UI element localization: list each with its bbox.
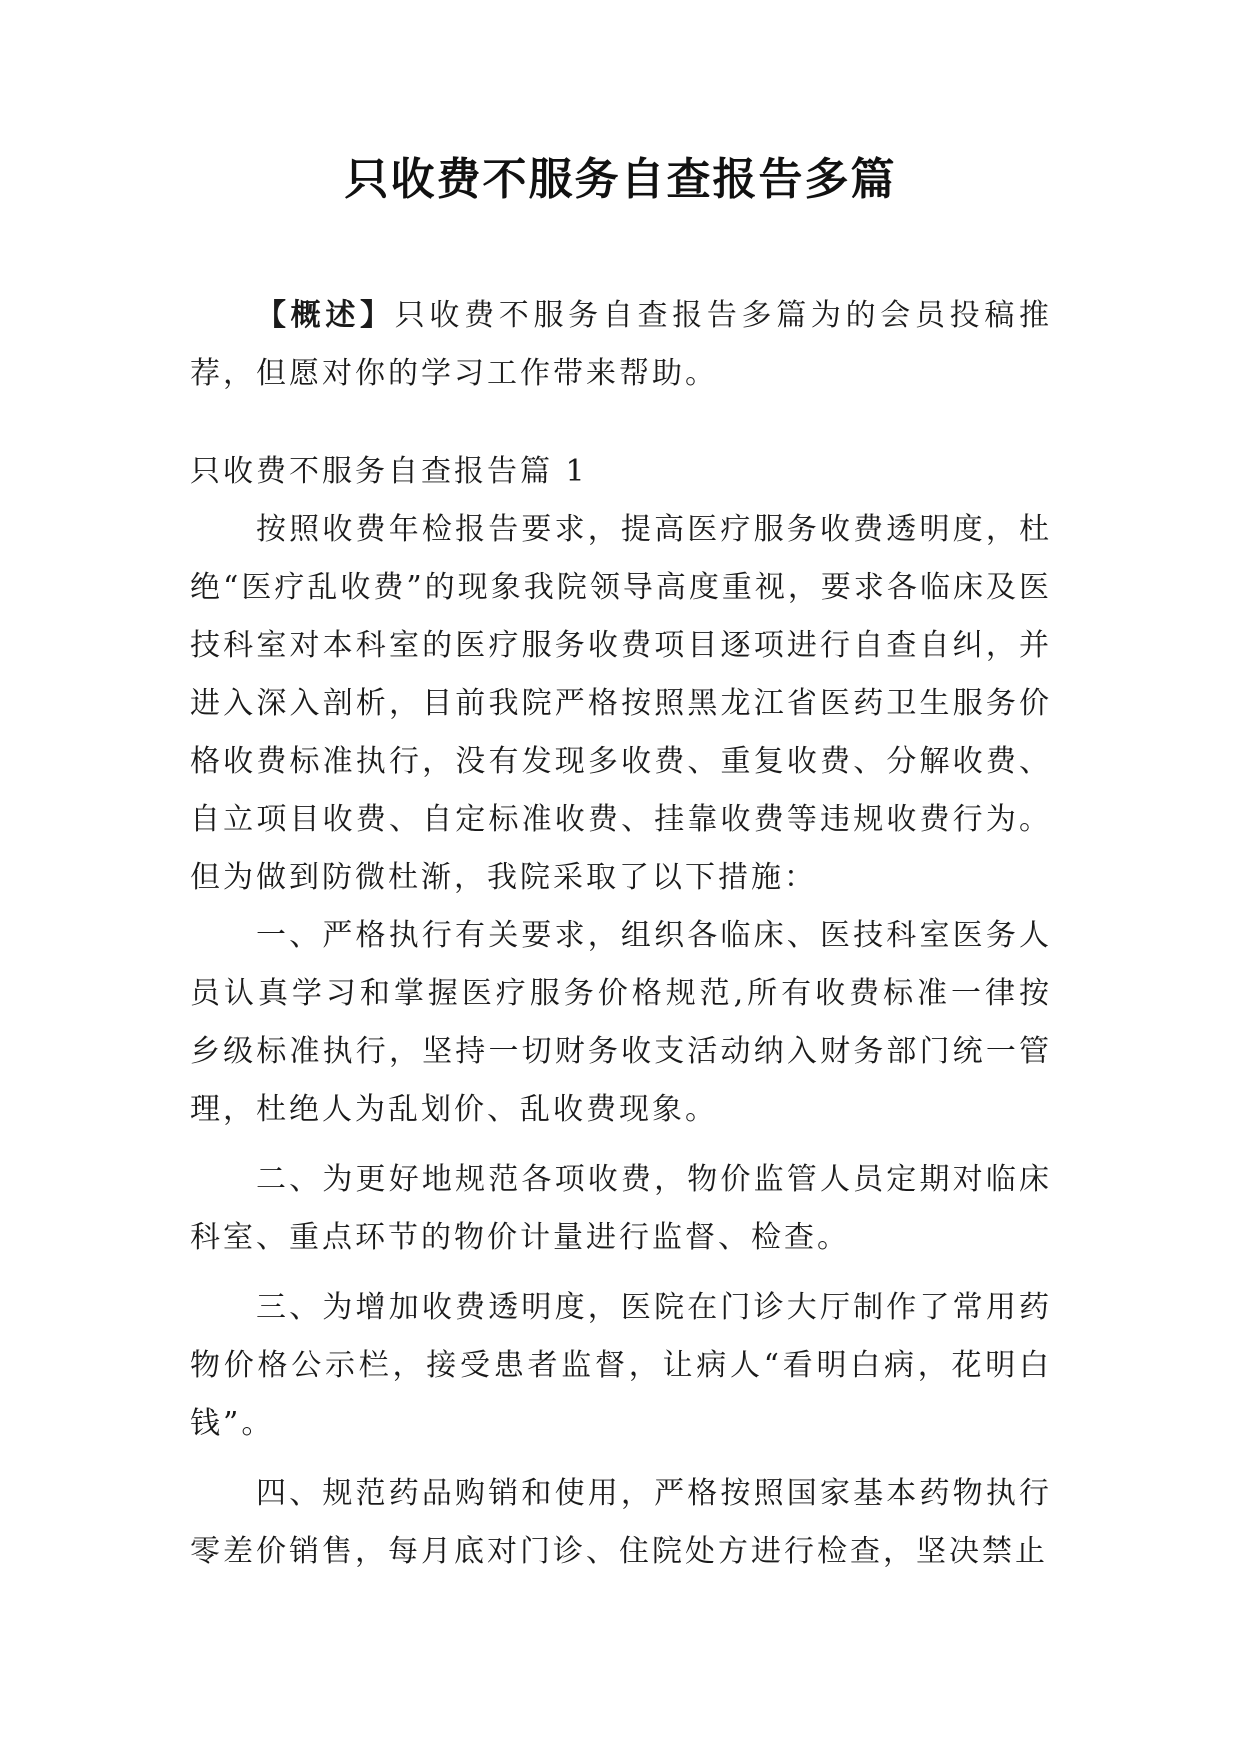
summary-text: 只收费不服务自查报告多篇为的会员投稿推荐，但愿对你的学习工作带来帮助。: [190, 298, 1053, 391]
section-heading: 只收费不服务自查报告篇 1: [190, 454, 588, 489]
paragraph-item-2: 二、为更好地规范各项收费，物价监管人员定期对临床科室、重点环节的物价计量进行监督、检查。: [190, 1162, 1052, 1255]
paragraph-item-4: 四、规范药品购销和使用，严格按照国家基本药物执行零差价销售，每月底对门诊、住院处方进行检查，坚决禁止: [190, 1476, 1052, 1569]
document-title: 只收费不服务自查报告多篇: [344, 154, 897, 205]
paragraph-item-1: 一、严格执行有关要求，组织各临床、医技科室医务人员认真学习和掌握医疗服务价格规范,所有收费标准一律按乡级标准执行，坚持一切财务收支活动纳入财务部门统一管理，杜绝人为乱划价、乱收费现象。: [190, 918, 1052, 1127]
paragraph-item-3: 三、为增加收费透明度，医院在门诊大厅制作了常用药物价格公示栏，接受患者监督，让病人“看明白病，花明白钱”。: [190, 1290, 1052, 1441]
paragraph-intro: 按照收费年检报告要求，提高医疗服务收费透明度，杜绝“医疗乱收费”的现象我院领导高度重视，要求各临床及医技科室对本科室的医疗服务收费项目逐项进行自查自纠，并进入深入剖析，目前我院严格按照黑龙江省医药卫生服务价格收费标准执行，没有发现多收费、重复收费、分解收费、自立项目收费、自定标准收费、挂靠收费等违规收费行为。但为做到防微杜渐，我院采取了以下措施：: [190, 512, 1052, 895]
document-body: [190, 287, 1052, 1581]
summary-paragraph: [190, 287, 1052, 403]
summary-tag: 【概述】: [256, 298, 395, 333]
